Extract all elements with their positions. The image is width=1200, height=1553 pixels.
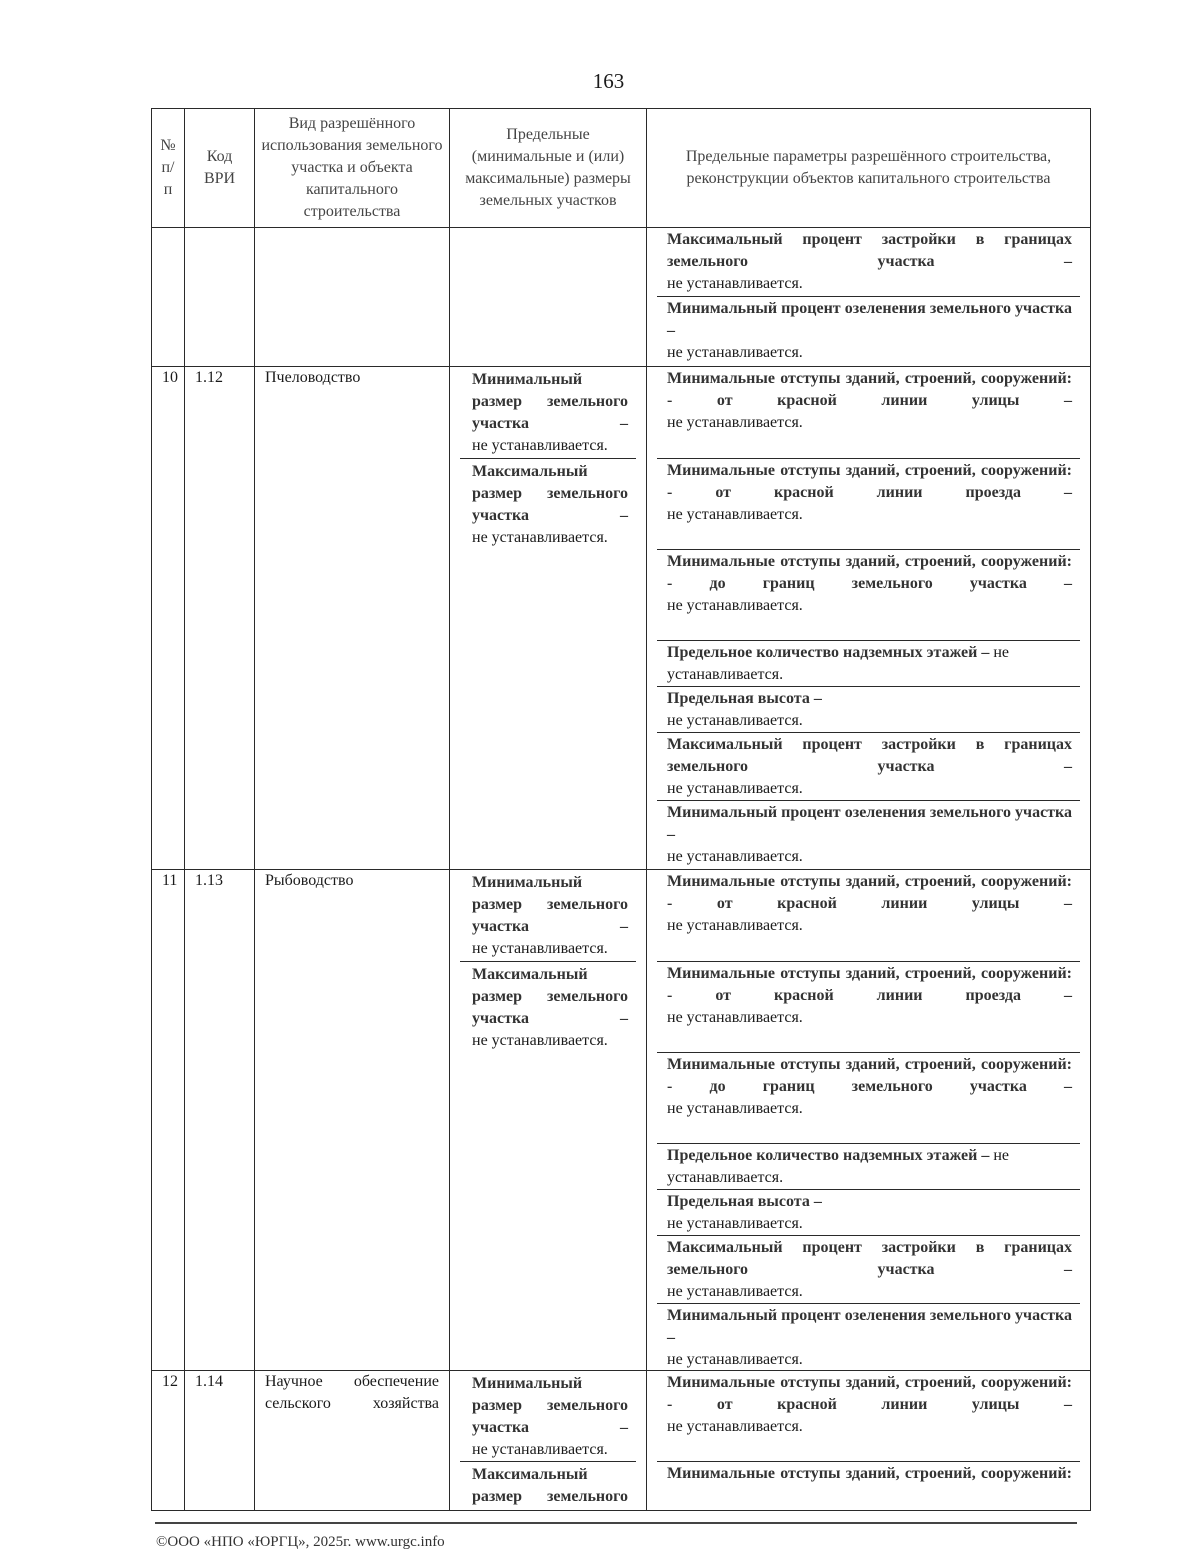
- param-value: не устанавливается.: [667, 1147, 1009, 1186]
- param-block: [657, 1143, 1080, 1189]
- param-bold: Минимальный процент озеленения земельного участка –: [667, 804, 1072, 843]
- param-bold: Предельная высота –: [667, 1193, 822, 1210]
- param-value: не устанавливается.: [667, 1009, 803, 1026]
- param-value: не устанавливается.: [667, 597, 803, 614]
- params-cell: [647, 1371, 1091, 1511]
- param-value: не устанавливается.: [667, 1100, 803, 1117]
- row-code: 1.13: [185, 870, 255, 1371]
- size-cell: [450, 870, 647, 1371]
- param-value: не устанавливается.: [667, 780, 803, 797]
- size-value: не устанавливается.: [472, 1441, 608, 1458]
- row-name-text: Научное обеспечение сельского хозяйства: [265, 1373, 439, 1412]
- param-value: не устанавливается.: [667, 1418, 803, 1435]
- zoning-table: [151, 108, 1091, 1511]
- size-value: не устанавливается.: [472, 437, 608, 454]
- size-bold: Максимальный размер земельного участка –: [472, 463, 628, 524]
- params-cell: [647, 367, 1091, 870]
- param-value: не устанавливается.: [667, 644, 1009, 683]
- code-cell: [185, 228, 255, 367]
- param-block: [657, 961, 1080, 1052]
- param-value: не устанавливается.: [667, 1351, 803, 1368]
- param-value: не устанавливается.: [667, 1215, 803, 1232]
- table-row: [152, 367, 1091, 870]
- param-block: [657, 1303, 1080, 1370]
- param-value: не устанавливается.: [667, 275, 803, 292]
- param-bold: Предельное количество надземных этажей –: [667, 1147, 990, 1164]
- size-cell: [450, 367, 647, 870]
- num-cell: [152, 228, 185, 367]
- param-bold-2: - от красной линии проезда –: [667, 484, 1072, 501]
- size-block: [460, 367, 636, 458]
- param-block: [657, 1235, 1080, 1303]
- param-block: [657, 1371, 1080, 1461]
- param-bold-2: - от красной линии улицы –: [667, 895, 1072, 912]
- param-value: не устанавливается.: [667, 848, 803, 865]
- param-block: [657, 228, 1080, 296]
- params-cell: [647, 228, 1091, 367]
- param-value: не устанавливается.: [667, 712, 803, 729]
- header-size: Предельные (минимальные и (или) максимальные) размеры земельных участков: [450, 109, 647, 228]
- param-bold-2: - до границ земельного участка –: [667, 575, 1072, 592]
- param-block: [657, 640, 1080, 686]
- param-value: не устанавливается.: [667, 506, 803, 523]
- row-code: 1.12: [185, 367, 255, 870]
- size-block: [460, 458, 636, 551]
- param-bold: Минимальные отступы зданий, строений, сооружений:: [667, 1056, 1072, 1073]
- header-num: № п/п: [152, 109, 185, 228]
- param-bold: Минимальные отступы зданий, строений, сооружений:: [667, 1374, 1072, 1391]
- param-bold: Максимальный процент застройки в границах земельного участка –: [667, 1239, 1072, 1278]
- param-block: [657, 367, 1080, 458]
- size-bold: Максимальный размер земельного: [472, 1466, 628, 1505]
- size-block: [460, 870, 636, 961]
- param-bold: Предельная высота –: [667, 690, 822, 707]
- param-bold-2: - от красной линии улицы –: [667, 1396, 1072, 1413]
- size-value: не устанавливается.: [472, 1032, 608, 1049]
- param-value: не устанавливается.: [667, 917, 803, 934]
- param-bold: Минимальные отступы зданий, строений, сооружений:: [667, 1465, 1072, 1482]
- footer-divider: [155, 1522, 1077, 1524]
- param-bold-2: - от красной линии проезда –: [667, 987, 1072, 1004]
- footer-copyright: ©ООО «НПО «ЮРГЦ», 2025г. www.urgc.info: [156, 1534, 445, 1550]
- table-row: [152, 1371, 1091, 1511]
- param-block: [657, 732, 1080, 800]
- param-bold: Максимальный процент застройки в границах земельного участка –: [667, 736, 1072, 775]
- param-bold-2: - от красной линии улицы –: [667, 392, 1072, 409]
- row-number: 12: [152, 1371, 185, 1511]
- param-block: [657, 686, 1080, 732]
- param-bold: Минимальные отступы зданий, строений, сооружений:: [667, 370, 1072, 387]
- row-name: [255, 1371, 450, 1511]
- header-params: Предельные параметры разрешённого строительства, реконструкции объектов капитального строительства: [647, 109, 1091, 228]
- param-bold-2: - до границ земельного участка –: [667, 1078, 1072, 1095]
- param-block: [657, 870, 1080, 961]
- size-bold: Минимальный размер земельного участка –: [472, 1375, 628, 1436]
- param-block: [657, 1189, 1080, 1235]
- row-name: Рыбоводство: [255, 870, 450, 1371]
- param-bold: Минимальные отступы зданий, строений, сооружений:: [667, 965, 1072, 982]
- table-header-row: [152, 109, 1091, 228]
- param-bold: Минимальный процент озеленения земельного участка –: [667, 300, 1072, 339]
- size-block: [460, 1461, 636, 1510]
- param-value: не устанавливается.: [667, 1283, 803, 1300]
- size-bold: Минимальный размер земельного участка –: [472, 371, 628, 432]
- param-value: не устанавливается.: [667, 344, 803, 361]
- size-cell: [450, 228, 647, 367]
- size-value: не устанавливается.: [472, 940, 608, 957]
- table-row-continuation: [152, 228, 1091, 367]
- param-block: [657, 1461, 1080, 1486]
- size-bold: Минимальный размер земельного участка –: [472, 874, 628, 935]
- size-block: [460, 1371, 636, 1461]
- page-number: 163: [592, 69, 625, 93]
- param-bold: Минимальный процент озеленения земельного участка –: [667, 1307, 1072, 1346]
- header-type: Вид разрешённого использования земельного участка и объекта капитального строительства: [255, 109, 450, 228]
- row-code: 1.14: [185, 1371, 255, 1511]
- param-block: [657, 549, 1080, 640]
- param-value: не устанавливается.: [667, 414, 803, 431]
- type-cell: [255, 228, 450, 367]
- params-cell: [647, 870, 1091, 1371]
- table-row: [152, 870, 1091, 1371]
- param-block: [657, 296, 1080, 366]
- param-bold: Максимальный процент застройки в границах земельного участка –: [667, 231, 1072, 270]
- param-block: [657, 800, 1080, 869]
- param-block: [657, 458, 1080, 549]
- size-cell: [450, 1371, 647, 1511]
- param-block: [657, 1052, 1080, 1143]
- size-bold: Максимальный размер земельного участка –: [472, 966, 628, 1027]
- param-bold: Минимальные отступы зданий, строений, сооружений:: [667, 553, 1072, 570]
- row-name: Пчеловодство: [255, 367, 450, 870]
- header-code: Код ВРИ: [185, 109, 255, 228]
- size-value: не устанавливается.: [472, 529, 608, 546]
- param-bold: Минимальные отступы зданий, строений, сооружений:: [667, 462, 1072, 479]
- row-number: 11: [152, 870, 185, 1371]
- row-number: 10: [152, 367, 185, 870]
- param-bold: Минимальные отступы зданий, строений, сооружений:: [667, 873, 1072, 890]
- param-bold: Предельное количество надземных этажей –: [667, 644, 990, 661]
- size-block: [460, 961, 636, 1054]
